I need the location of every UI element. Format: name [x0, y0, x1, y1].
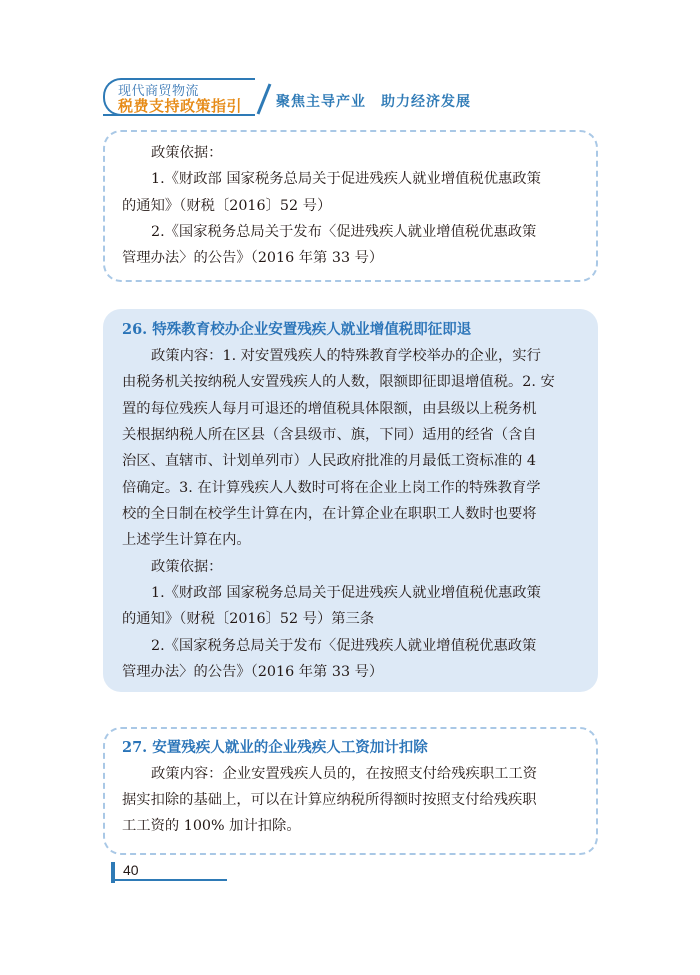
box1-line-4: 2.《国家税务总局关于发布〈促进残疾人就业增值税优惠政策 — [151, 224, 537, 240]
box2-line-11: 的通知》（财税〔2016〕52 号）第三条 — [122, 611, 375, 627]
box2-line-9: 政策依据： — [151, 559, 223, 575]
box2-line-6: 倍确定。3. 在计算残疾人人数时可将在企业上岗工作的特殊教育学 — [122, 480, 541, 496]
box1-line-3: 的通知》（财税〔2016〕52 号） — [122, 198, 332, 214]
box3-line-1: 政策内容：企业安置残疾人员的，在按照支付给残疾职工工资 — [151, 766, 538, 782]
page-footer-line — [111, 879, 227, 881]
header-slogan: 聚焦主导产业 助力经济发展 — [276, 94, 471, 110]
box2-line-2: 由税务机关按纳税人安置残疾人的人数，限额即征即退增值税。2. 安 — [122, 374, 555, 390]
page-number: 40 — [123, 862, 139, 878]
box2-line-10: 1.《财政部 国家税务总局关于促进残疾人就业增值税优惠政策 — [151, 585, 541, 601]
header-slash-icon — [250, 82, 278, 116]
box2-line-13: 管理办法〉的公告》（2016 年第 33 号） — [122, 664, 384, 680]
box2-line-1: 政策内容：1. 对安置残疾人的特殊教育学校举办的企业，实行 — [151, 348, 541, 364]
section-27-title: 27. 安置残疾人就业的企业残疾人工资加计扣除 — [122, 739, 428, 756]
box2-line-7: 校的全日制在校学生计算在内，在计算企业在职职工人数时也要将 — [122, 506, 537, 522]
box3-line-3: 工工资的 100% 加计扣除。 — [122, 818, 301, 834]
header-subtitle: 现代商贸物流 — [118, 84, 200, 99]
box3-line-2: 据实扣除的基础上，可以在计算应纳税所得额时按照支付给残疾职 — [122, 792, 537, 808]
box1-line-2: 1.《财政部 国家税务总局关于促进残疾人就业增值税优惠政策 — [151, 171, 541, 187]
box2-line-4: 关根据纳税人所在区县（含县级市、旗，下同）适用的经省（含自 — [122, 427, 537, 443]
box2-line-8: 上述学生计算在内。 — [122, 532, 251, 548]
header-title: 税费支持政策指引 — [118, 97, 243, 115]
box2-line-12: 2.《国家税务总局关于发布〈促进残疾人就业增值税优惠政策 — [151, 638, 537, 654]
box1-line-5: 管理办法〉的公告》（2016 年第 33 号） — [122, 250, 384, 266]
box2-line-3: 置的每位残疾人每月可退还的增值税具体限额，由县级以上税务机 — [122, 401, 537, 417]
section-26-title: 26. 特殊教育校办企业安置残疾人就业增值税即征即退 — [122, 321, 472, 338]
box1-line-1: 政策依据： — [151, 145, 223, 161]
box2-line-5: 治区、直辖市、计划单列市）人民政府批准的月最低工资标准的 4 — [122, 453, 536, 469]
